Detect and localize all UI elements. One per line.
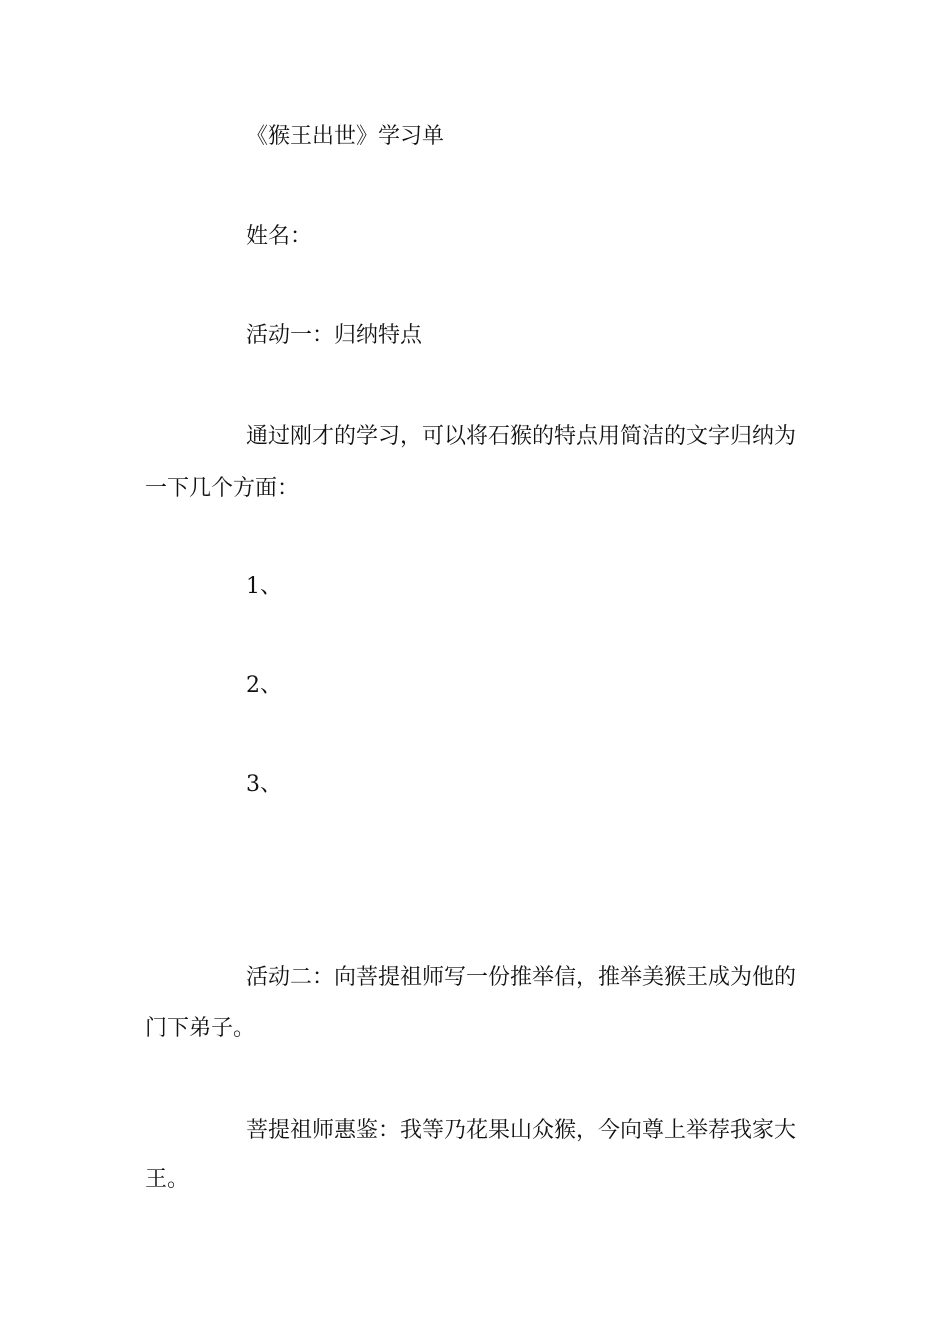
list-item-1: 1、 — [246, 574, 282, 599]
name-label: 姓名： — [246, 224, 313, 249]
letter-line1: 菩提祖师惠鉴：我等乃花果山众猴，今向尊上举荐我家大 — [246, 1118, 797, 1143]
activity2-heading-line1: 活动二：向菩提祖师写一份推举信，推举美猴王成为他的 — [246, 965, 797, 990]
activity1-prompt-line1: 通过刚才的学习，可以将石猴的特点用简洁的文字归纳为 — [246, 424, 797, 449]
activity2-heading-line2: 门下弟子。 — [145, 1016, 256, 1041]
activity1-prompt-line2: 一下几个方面： — [145, 476, 300, 501]
document-title: 《猴王出世》学习单 — [246, 124, 445, 149]
list-item-3: 3、 — [246, 772, 282, 797]
activity1-heading: 活动一：归纳特点 — [246, 323, 423, 348]
list-item-2: 2、 — [246, 673, 282, 698]
letter-line2: 王。 — [145, 1167, 190, 1192]
